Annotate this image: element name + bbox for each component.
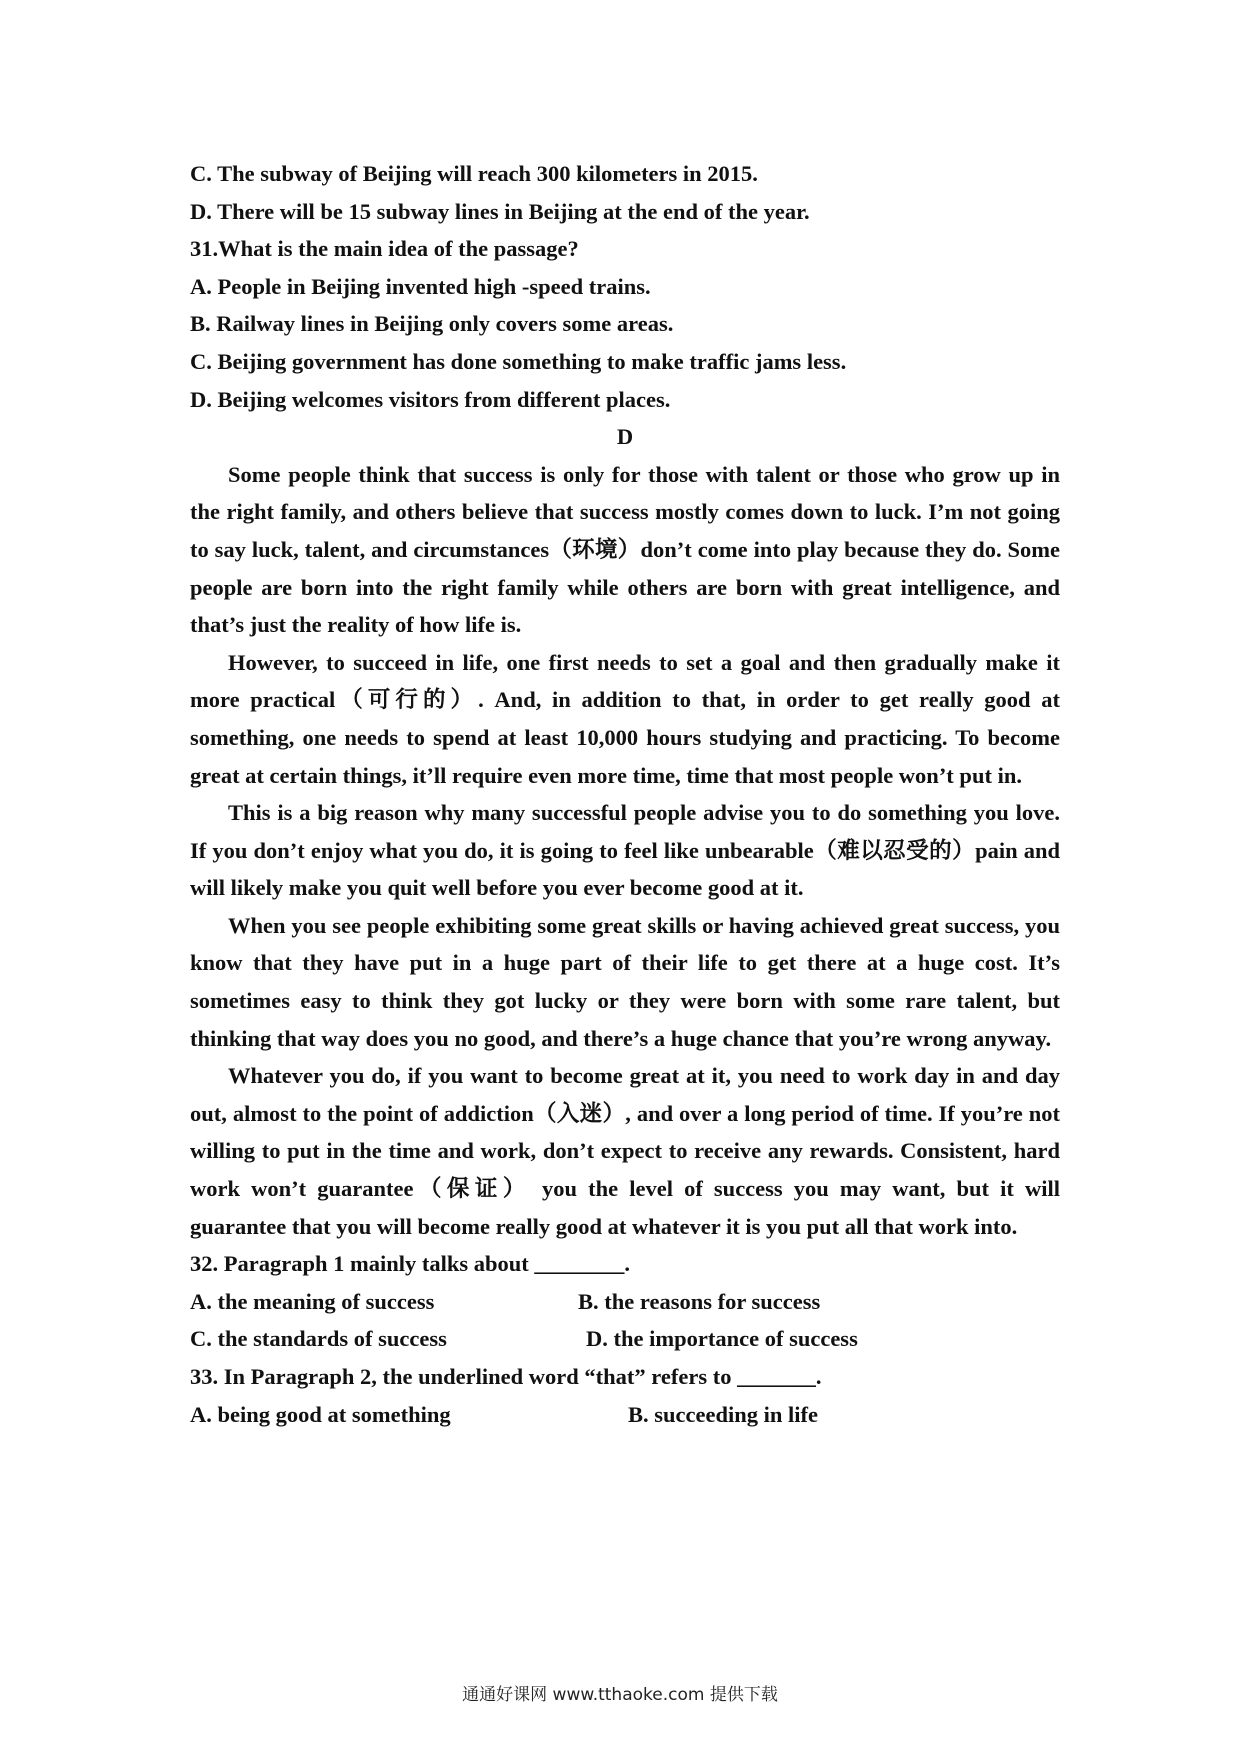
q33-stem: 33. In Paragraph 2, the underlined word “that” refers to _______.: [190, 1364, 822, 1389]
q31-option-d: D. Beijing welcomes visitors from different places.: [190, 386, 671, 412]
section-title: D: [616, 424, 634, 450]
q33-options-row-1: [190, 1396, 1060, 1434]
passage-paragraph-2: However, to succeed in life, one first needs to set a goal and then gradually make it more practical（可行的）. And, in addition to that, in order to get really good at something, one needs to spend at least 10,000 hours studying and practicing. To become great at certain things, it’ll require even more time, time that most people won’t put in.: [190, 649, 1060, 788]
q32-option-b: B. the reasons for success: [578, 1288, 821, 1314]
q32-option-d: D. the importance of success: [586, 1326, 858, 1352]
q32-stem: 32. Paragraph 1 mainly talks about ________.: [190, 1251, 631, 1277]
passage-paragraph-1: Some people think that success is only for those with talent or those who grow up in the right family, and others believe that success mostly comes down to luck. I’m not going to say luck, talent, and circumstances（环境）don’t come into play because they do. Some people are born into the right family while others are born with great intelligence, and that’s just the reality of how life is.: [190, 461, 1060, 638]
passage-paragraph-3: This is a big reason why many successful people advise you to do something you love. If you don’t enjoy what you do, it is going to feel like unbearable（难以忍受的）pain and will likely make you quit well before you ever become good at it.: [190, 800, 1060, 901]
q31-stem: 31.What is the main idea of the passage?: [190, 236, 579, 262]
page-footer: 通通好课网 www.tthaoke.com 提供下载: [462, 1685, 778, 1705]
passage-paragraph-5: Whatever you do, if you want to become great at it, you need to work day in and day out, almost to the point of addiction（入迷）, and over a long period of time. If you’re not willing to put in the time and work, don’t expect to receive any rewards. Consistent, hard work won’t guarantee（保证） you the level of success you may want, but it will guarantee that you will become really good at whatever it is you put all that work into.: [190, 1063, 1060, 1239]
q30-option-c: C. The subway of Beijing will reach 300 kilometers in 2015.: [190, 161, 758, 186]
exam-page: [190, 155, 1060, 1433]
q32-options-row-1: [190, 1283, 1060, 1321]
q33-option-a: A. being good at something: [190, 1401, 451, 1427]
q31-option-a: A. People in Beijing invented high -speed trains.: [190, 273, 651, 299]
q31-option-b: B. Railway lines in Beijing only covers some areas.: [190, 311, 674, 337]
passage-paragraph-4: When you see people exhibiting some great skills or having achieved great success, you know that they have put in a huge part of their life to get there at a huge cost. It’s sometimes easy to think they got lucky or they were born with some rare talent, but thinking that way does you no good, and there’s a huge chance that you’re wrong anyway.: [190, 912, 1060, 1051]
q33-option-b: B. succeeding in life: [628, 1401, 818, 1427]
q31-option-c: C. Beijing government has done something to make traffic jams less.: [190, 348, 847, 374]
q30-option-d: D. There will be 15 subway lines in Beijing at the end of the year.: [190, 198, 810, 224]
q32-option-c: C. the standards of success: [190, 1326, 447, 1352]
q32-option-a: A. the meaning of success: [190, 1288, 435, 1314]
q32-options-row-2: [190, 1320, 1060, 1358]
